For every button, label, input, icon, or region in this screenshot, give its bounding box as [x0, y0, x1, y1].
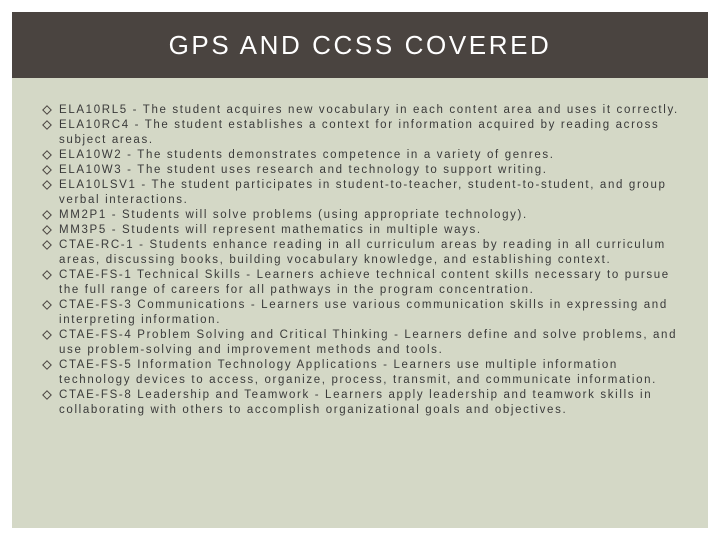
list-item-text: CTAE-FS-5 Information Technology Applications - Learners use multiple information technology devices to access, organize, process, transmit, and communicate information. [59, 359, 658, 386]
list-item-text: MM2P1 - Students will solve problems (using appropriate technology). [59, 209, 528, 221]
list-item [42, 223, 692, 238]
list-item [42, 358, 692, 388]
list-item-text: CTAE-FS-8 Leadership and Teamwork - Learners apply leadership and teamwork skills in collaborating with others to accomplish organizational goals and objectives. [59, 389, 653, 416]
list-item-text: ELA10RL5 - The student acquires new vocabulary in each content area and uses it correctly. [59, 104, 679, 116]
diamond-bullet-icon [42, 360, 52, 370]
list-item [42, 118, 692, 148]
standards-list [42, 103, 692, 418]
list-item [42, 163, 692, 178]
list-item [42, 178, 692, 208]
diamond-bullet-icon [42, 150, 52, 160]
list-item-text: CTAE-RC-1 - Students enhance reading in all curriculum areas by reading in all curriculum areas, discussing books, building vocabulary knowledge, and establishing context. [59, 239, 666, 266]
list-item-text: CTAE-FS-1 Technical Skills - Learners achieve technical content skills necessary to pursue the full range of careers for all pathways in the program concentration. [59, 269, 670, 296]
list-item [42, 388, 692, 418]
list-item-text: ELA10RC4 - The student establishes a context for information acquired by reading across subject areas. [59, 119, 660, 146]
list-item-text: CTAE-FS-3 Communications - Learners use various communication skills in expressing and interpreting information. [59, 299, 668, 326]
diamond-bullet-icon [42, 165, 52, 175]
diamond-bullet-icon [42, 120, 52, 130]
slide-title: GPS AND CCSS COVERED [168, 29, 552, 60]
diamond-bullet-icon [42, 105, 52, 115]
diamond-bullet-icon [42, 270, 52, 280]
list-item [42, 208, 692, 223]
list-item-text: ELA10W2 - The students demonstrates competence in a variety of genres. [59, 149, 555, 161]
list-item [42, 238, 692, 268]
list-item-text: CTAE-FS-4 Problem Solving and Critical Thinking - Learners define and solve problems, and use problem-solving and improvement methods and tools. [59, 329, 678, 356]
diamond-bullet-icon [42, 330, 52, 340]
list-item [42, 148, 692, 163]
list-item [42, 298, 692, 328]
slide [12, 12, 708, 528]
title-bar [12, 12, 708, 78]
list-item-text: ELA10W3 - The student uses research and technology to support writing. [59, 164, 548, 176]
list-item [42, 103, 692, 118]
diamond-bullet-icon [42, 390, 52, 400]
list-item [42, 268, 692, 298]
list-item-text: MM3P5 - Students will represent mathematics in multiple ways. [59, 224, 482, 236]
diamond-bullet-icon [42, 210, 52, 220]
diamond-bullet-icon [42, 300, 52, 310]
slide-content [42, 103, 692, 418]
diamond-bullet-icon [42, 180, 52, 190]
diamond-bullet-icon [42, 240, 52, 250]
list-item [42, 328, 692, 358]
list-item-text: ELA10LSV1 - The student participates in student-to-teacher, student-to-student, and group verbal interactions. [59, 179, 667, 206]
diamond-bullet-icon [42, 225, 52, 235]
